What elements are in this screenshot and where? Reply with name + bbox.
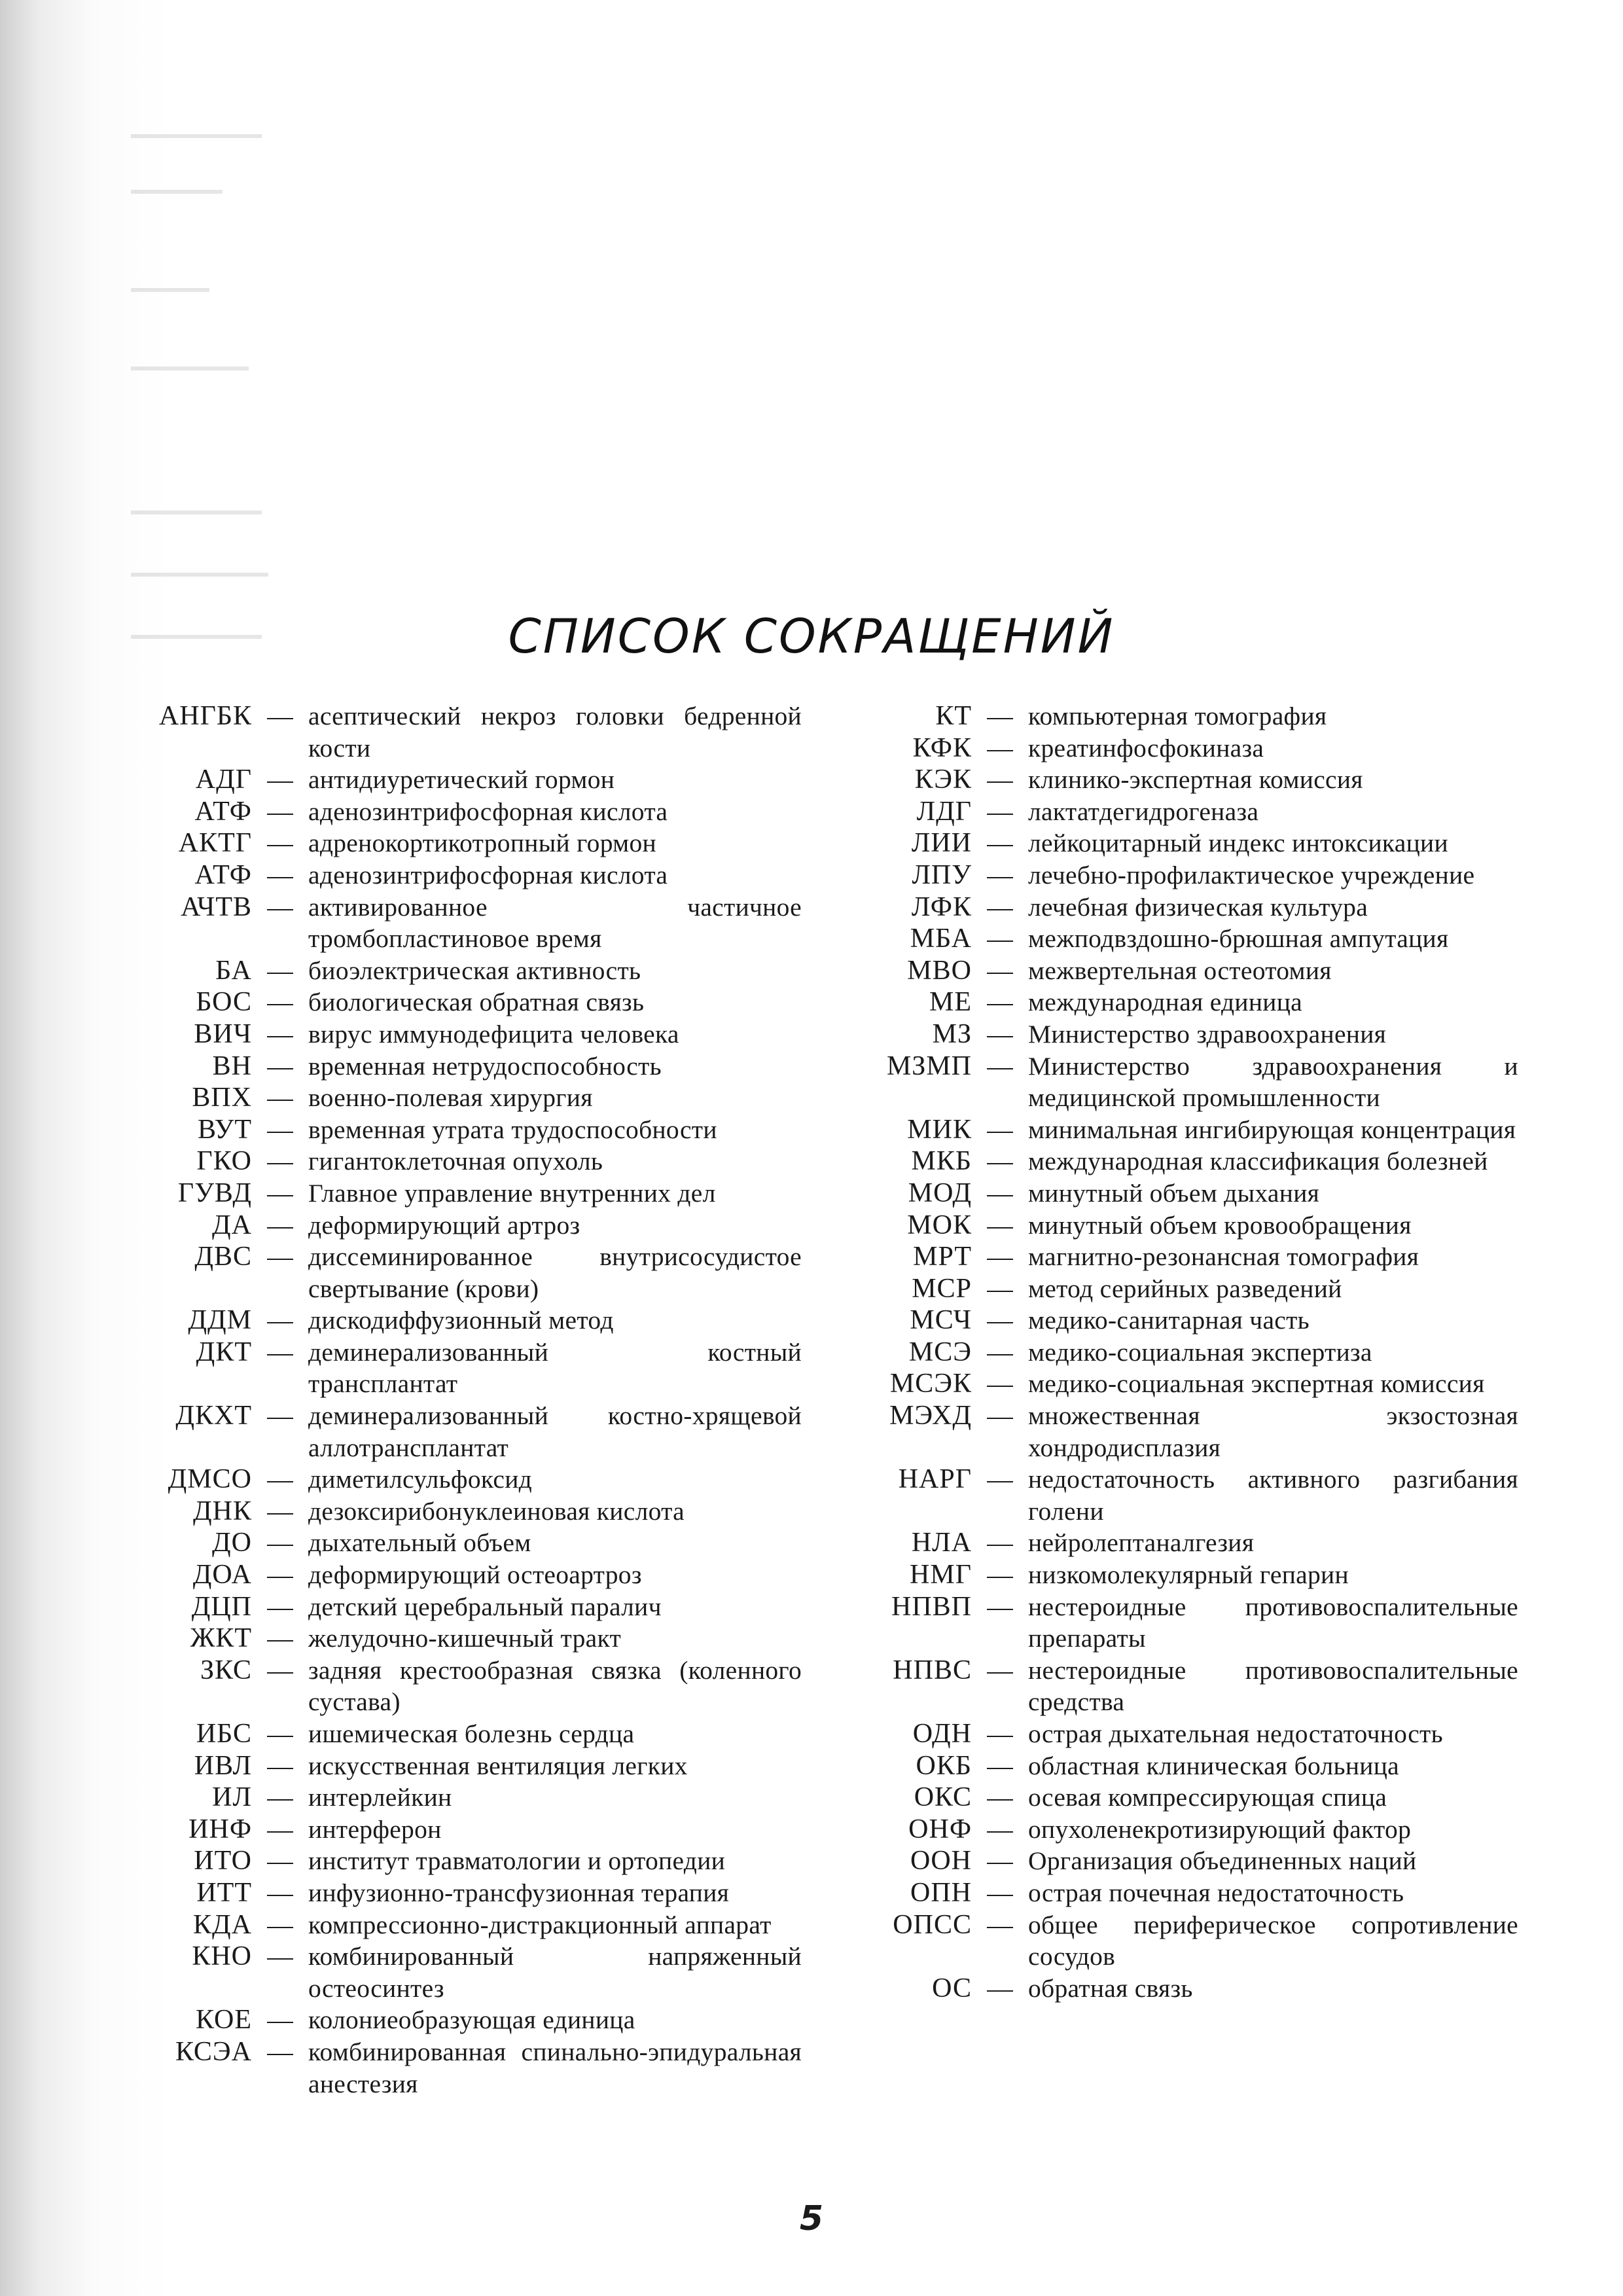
em-dash-separator: —: [987, 797, 1013, 826]
em-dash-separator: —: [987, 1751, 1013, 1780]
abbreviation-entry: [864, 1114, 1518, 1146]
em-dash-separator: —: [267, 1210, 293, 1240]
abbreviation-term: ДМСО: [168, 1464, 252, 1495]
abbreviation-term: КТ: [935, 701, 972, 731]
em-dash-separator: —: [267, 765, 293, 795]
abbreviation-term: ИТТ: [196, 1877, 252, 1908]
em-dash-separator: —: [267, 1115, 293, 1144]
abbreviation-term: НМГ: [910, 1560, 972, 1590]
em-dash-separator: —: [267, 1337, 293, 1367]
abbreviation-term: КОЕ: [196, 2005, 252, 2036]
abbreviation-entry: [141, 986, 802, 1018]
abbreviation-term: ОКС: [914, 1782, 972, 1813]
abbreviation-term: ВУТ: [197, 1114, 252, 1145]
abbreviation-entry: [141, 1941, 802, 2004]
abbreviation-term: ЛИИ: [911, 828, 972, 859]
abbreviation-entry: [864, 1845, 1518, 1877]
abbreviation-term: ВН: [212, 1050, 252, 1081]
em-dash-separator: —: [267, 1942, 293, 1971]
abbreviation-entry: [864, 1304, 1518, 1336]
abbreviation-definition: недостаточность активного разгибания голени: [1028, 1465, 1518, 1526]
abbreviation-definition: острая почечная недостаточность: [1028, 1878, 1404, 1907]
abbreviation-term: ИЛ: [212, 1782, 252, 1813]
em-dash-separator: —: [987, 1051, 1013, 1081]
abbreviation-entry: [141, 1050, 802, 1083]
abbreviation-term: ИБС: [196, 1719, 252, 1749]
em-dash-separator: —: [267, 2037, 293, 2066]
abbreviation-term: ДКТ: [196, 1336, 252, 1367]
em-dash-separator: —: [987, 1719, 1013, 1748]
abbreviation-term: ООН: [910, 1846, 972, 1876]
abbreviation-term: ЛПУ: [912, 859, 972, 890]
abbreviation-term: ВПХ: [192, 1083, 252, 1113]
abbreviation-entry: [864, 796, 1518, 828]
abbreviation-definition: международная единица: [1028, 988, 1303, 1017]
abbreviation-term: ИВЛ: [194, 1750, 252, 1781]
abbreviation-entry: [864, 1527, 1518, 1559]
abbreviation-definition: задняя крестообразная связка (коленного сустава): [308, 1655, 802, 1717]
abbreviation-term: КСЭА: [175, 2036, 252, 2067]
abbreviation-definition: колониеобразующая единица: [308, 2005, 635, 2035]
abbreviation-definition: временная нетрудоспособность: [308, 1051, 662, 1081]
abbreviation-definition: лечебно-профилактическое учреждение: [1028, 860, 1475, 889]
em-dash-separator: —: [987, 860, 1013, 889]
abbreviation-term: НЛА: [911, 1528, 972, 1558]
abbreviation-definition: нестероидные противовоспалительные препараты: [1028, 1592, 1518, 1653]
em-dash-separator: —: [987, 733, 1013, 762]
abbreviation-entry: [141, 1655, 802, 1718]
em-dash-separator: —: [267, 1019, 293, 1049]
page-title: СПИСОК СОКРАЩЕНИЙ: [508, 609, 1115, 664]
abbreviation-term: КЭК: [914, 764, 972, 795]
em-dash-separator: —: [987, 988, 1013, 1017]
abbreviation-definition: институт травматологии и ортопедии: [308, 1846, 726, 1876]
abbreviation-term: КФК: [912, 732, 972, 763]
abbreviation-term: ОПСС: [893, 1909, 972, 1940]
em-dash-separator: —: [267, 1083, 293, 1113]
abbreviation-entry: [141, 1845, 802, 1877]
abbreviation-term: ДНК: [193, 1496, 252, 1526]
abbreviation-term: ГКО: [196, 1146, 252, 1177]
abbreviation-entry: [141, 764, 802, 796]
abbreviation-definition: дискодиффузионный метод: [308, 1306, 614, 1335]
abbreviation-entry: [141, 859, 802, 891]
page-number: 5: [799, 2199, 824, 2238]
abbreviation-entry: [141, 1241, 802, 1304]
em-dash-separator: —: [987, 1401, 1013, 1431]
abbreviation-entry: [864, 1718, 1518, 1750]
em-dash-separator: —: [267, 1528, 293, 1558]
abbreviation-term: ЛФК: [911, 891, 972, 922]
abbreviation-entry: [141, 1400, 802, 1463]
abbreviation-term: МСЭ: [908, 1336, 972, 1367]
abbreviation-definition: магнитно-резонансная томография: [1028, 1242, 1419, 1272]
abbreviation-definition: Министерство здравоохранения и медицинской промышленности: [1028, 1051, 1518, 1113]
em-dash-separator: —: [267, 1178, 293, 1208]
abbreviation-term: МЗМП: [886, 1050, 972, 1081]
abbreviation-entry: [864, 1814, 1518, 1846]
abbreviation-definition: антидиуретический гормон: [308, 765, 615, 795]
abbreviation-entry: [864, 1909, 1518, 1973]
abbreviation-definition: низкомолекулярный гепарин: [1028, 1560, 1349, 1590]
em-dash-separator: —: [267, 1592, 293, 1621]
abbreviation-term: ДЦП: [191, 1591, 252, 1622]
abbreviation-entry: [141, 1718, 802, 1750]
abbreviation-term: АНГБК: [158, 701, 252, 731]
abbreviation-term: ОПН: [910, 1877, 972, 1908]
abbreviation-entry: [864, 923, 1518, 955]
abbreviation-definition: областная клиническая больница: [1028, 1751, 1400, 1780]
abbreviation-term: МСР: [912, 1273, 972, 1304]
abbreviation-entry: [864, 1368, 1518, 1400]
abbreviation-definition: биоэлектрическая активность: [308, 956, 641, 985]
abbreviation-definition: военно-полевая хирургия: [308, 1083, 593, 1113]
abbreviation-term: АКТГ: [178, 828, 252, 859]
em-dash-separator: —: [987, 1783, 1013, 1812]
abbreviation-entry: [864, 1210, 1518, 1242]
abbreviation-entry: [864, 1463, 1518, 1527]
em-dash-separator: —: [987, 1369, 1013, 1399]
abbreviation-entry: [141, 1304, 802, 1336]
abbreviation-term: ГУВД: [177, 1177, 252, 1208]
abbreviation-definition: инфузионно-трансфузионная терапия: [308, 1878, 730, 1907]
abbreviation-entry: [864, 732, 1518, 764]
em-dash-separator: —: [267, 1242, 293, 1272]
abbreviation-definition: нестероидные противовоспалительные средства: [1028, 1655, 1518, 1717]
em-dash-separator: —: [987, 924, 1013, 954]
em-dash-separator: —: [987, 1147, 1013, 1176]
abbreviation-definition: дыхательный объем: [308, 1528, 531, 1558]
abbreviation-definition: комбинированная спинально-эпидуральная анестезия: [308, 2037, 802, 2098]
abbreviation-term: АДГ: [195, 764, 252, 795]
em-dash-separator: —: [987, 765, 1013, 795]
em-dash-separator: —: [267, 1751, 293, 1780]
em-dash-separator: —: [987, 956, 1013, 985]
em-dash-separator: —: [267, 1910, 293, 1939]
abbreviation-term: МОД: [908, 1177, 972, 1208]
abbreviation-entry: [864, 1050, 1518, 1114]
em-dash-separator: —: [267, 797, 293, 826]
abbreviation-term: ДВС: [194, 1242, 252, 1272]
abbreviation-entry: [864, 764, 1518, 796]
abbreviation-entry: [141, 1814, 802, 1846]
em-dash-separator: —: [987, 1115, 1013, 1144]
abbreviation-definition: медико-социальная экспертиза: [1028, 1337, 1372, 1367]
abbreviation-term: ДА: [212, 1210, 252, 1240]
em-dash-separator: —: [267, 1719, 293, 1748]
abbreviation-definition: межвертельная остеотомия: [1028, 956, 1332, 985]
abbreviation-entry: [141, 955, 802, 987]
abbreviation-entry: [141, 700, 802, 764]
abbreviation-entry: [141, 2004, 802, 2036]
abbreviation-definition: острая дыхательная недостаточность: [1028, 1719, 1443, 1748]
em-dash-separator: —: [987, 1973, 1013, 2003]
abbreviation-definition: ишемическая болезнь сердца: [308, 1719, 635, 1748]
abbreviation-definition: международная классификация болезней: [1028, 1147, 1488, 1176]
abbreviation-definition: межподвздошно-брюшная ампутация: [1028, 924, 1449, 954]
abbreviation-term: НПВП: [891, 1591, 972, 1622]
em-dash-separator: —: [987, 1846, 1013, 1876]
abbreviation-definition: Главное управление внутренних дел: [308, 1178, 716, 1208]
abbreviation-definition: интерлейкин: [308, 1783, 452, 1812]
abbreviation-entry: [141, 1877, 802, 1909]
abbreviation-entry: [864, 1877, 1518, 1909]
abbreviation-term: ДДМ: [188, 1305, 252, 1336]
em-dash-separator: —: [987, 1306, 1013, 1335]
abbreviation-term: МЭХД: [889, 1401, 972, 1431]
abbreviation-entry: [864, 891, 1518, 924]
abbreviation-entry: [141, 1909, 802, 1941]
abbreviation-definition: медико-социальная экспертная комиссия: [1028, 1369, 1485, 1399]
abbreviation-term: МОК: [907, 1210, 972, 1240]
abbreviation-term: МИК: [907, 1114, 972, 1145]
em-dash-separator: —: [987, 1814, 1013, 1844]
abbreviation-definition: диссеминированное внутрисосудистое свертывание (крови): [308, 1242, 802, 1303]
abbreviation-definition: креатинфосфокиназа: [1028, 733, 1264, 762]
abbreviation-definition: минимальная ингибирующая концентрация: [1028, 1115, 1516, 1144]
em-dash-separator: —: [987, 1242, 1013, 1272]
abbreviation-list-left: [141, 700, 802, 2100]
abbreviation-definition: деформирующий остеоартроз: [308, 1560, 642, 1590]
abbreviation-entry: [141, 1145, 802, 1177]
abbreviation-term: МЗ: [932, 1018, 972, 1049]
em-dash-separator: —: [267, 829, 293, 858]
abbreviation-entry: [864, 1018, 1518, 1050]
abbreviation-definition: компрессионно-дистракционный аппарат: [308, 1910, 772, 1939]
abbreviation-term: ОНФ: [908, 1814, 972, 1844]
em-dash-separator: —: [267, 1306, 293, 1335]
abbreviation-definition: клинико-экспертная комиссия: [1028, 765, 1363, 795]
abbreviation-entry: [864, 1177, 1518, 1210]
abbreviation-entry: [864, 827, 1518, 859]
abbreviation-entry: [141, 1114, 802, 1146]
em-dash-separator: —: [987, 1560, 1013, 1590]
abbreviation-entry: [864, 986, 1518, 1018]
em-dash-separator: —: [987, 829, 1013, 858]
abbreviation-definition: лечебная физическая культура: [1028, 892, 1368, 922]
em-dash-separator: —: [267, 2005, 293, 2035]
abbreviation-definition: Организация объединенных наций: [1028, 1846, 1417, 1876]
abbreviation-entry: [141, 1559, 802, 1591]
abbreviation-term: НАРГ: [898, 1464, 972, 1495]
abbreviation-definition: деминерализованный костный трансплантат: [308, 1337, 802, 1399]
abbreviation-entry: [141, 1463, 802, 1496]
em-dash-separator: —: [987, 1178, 1013, 1208]
abbreviation-term: МБА: [910, 924, 972, 954]
abbreviation-definition: множественная экзостозная хондродисплазия: [1028, 1401, 1518, 1462]
abbreviation-definition: деформирующий артроз: [308, 1210, 580, 1240]
abbreviation-entry: [141, 1082, 802, 1114]
em-dash-separator: —: [987, 1465, 1013, 1494]
em-dash-separator: —: [267, 988, 293, 1017]
abbreviation-term: НПВС: [893, 1655, 972, 1685]
abbreviation-term: БОС: [196, 987, 252, 1018]
abbreviation-term: ОКБ: [916, 1750, 972, 1781]
abbreviation-definition: временная утрата трудоспособности: [308, 1115, 717, 1144]
abbreviation-term: КНО: [192, 1941, 252, 1972]
em-dash-separator: —: [267, 1814, 293, 1844]
em-dash-separator: —: [267, 892, 293, 922]
abbreviation-definition: обратная связь: [1028, 1973, 1193, 2003]
em-dash-separator: —: [267, 1051, 293, 1081]
abbreviation-entry: [141, 1018, 802, 1050]
abbreviation-definition: аденозинтрифосфорная кислота: [308, 797, 668, 826]
abbreviation-entry: [141, 2036, 802, 2100]
abbreviation-definition: активированное частичное тромбопластиновое время: [308, 892, 802, 954]
abbreviation-term: БА: [215, 955, 252, 986]
abbreviation-entry: [141, 1496, 802, 1528]
abbreviation-term: МКБ: [911, 1146, 972, 1177]
em-dash-separator: —: [987, 1910, 1013, 1939]
em-dash-separator: —: [987, 1337, 1013, 1367]
em-dash-separator: —: [267, 702, 293, 730]
abbreviation-term: МВО: [907, 955, 972, 986]
abbreviation-list-right: [864, 700, 1518, 2004]
em-dash-separator: —: [267, 1878, 293, 1907]
abbreviation-entry: [141, 827, 802, 859]
em-dash-separator: —: [267, 956, 293, 985]
abbreviation-entry: [864, 1273, 1518, 1305]
abbreviation-definition: деминерализованный костно-хрящевой аллотрансплантат: [308, 1401, 802, 1462]
em-dash-separator: —: [267, 860, 293, 889]
abbreviation-term: МСЭК: [889, 1369, 972, 1399]
abbreviation-term: ИНФ: [188, 1814, 252, 1844]
abbreviation-entry: [141, 1782, 802, 1814]
abbreviation-term: ДОА: [192, 1560, 252, 1590]
abbreviation-entry: [864, 1782, 1518, 1814]
abbreviation-term: ЛДГ: [916, 796, 972, 827]
abbreviation-term: АЧТВ: [181, 891, 252, 922]
abbreviation-entry: [864, 1973, 1518, 2005]
abbreviation-definition: компьютерная томография: [1028, 702, 1327, 730]
abbreviation-entry: [864, 1241, 1518, 1273]
abbreviation-definition: метод серийных разведений: [1028, 1274, 1342, 1303]
abbreviation-definition: общее периферическое сопротивление сосудов: [1028, 1910, 1518, 1971]
abbreviation-definition: диметилсульфоксид: [308, 1465, 533, 1494]
abbreviation-definition: комбинированный напряженный остеосинтез: [308, 1942, 802, 2003]
em-dash-separator: —: [267, 1560, 293, 1590]
abbreviation-entry: [141, 796, 802, 828]
abbreviation-definition: интерферон: [308, 1814, 442, 1844]
em-dash-separator: —: [267, 1783, 293, 1812]
abbreviation-definition: гигантоклеточная опухоль: [308, 1147, 603, 1176]
abbreviation-term: ДО: [212, 1528, 252, 1558]
abbreviation-term: МЕ: [929, 987, 972, 1018]
abbreviation-term: АТФ: [194, 796, 252, 827]
abbreviation-definition: Министерство здравоохранения: [1028, 1019, 1387, 1049]
abbreviation-entry: [864, 1750, 1518, 1782]
em-dash-separator: —: [267, 1846, 293, 1876]
em-dash-separator: —: [987, 1878, 1013, 1907]
abbreviation-definition: биологическая обратная связь: [308, 988, 645, 1017]
abbreviation-definition: нейролептаналгезия: [1028, 1528, 1255, 1558]
abbreviation-definition: минутный объем кровообращения: [1028, 1210, 1412, 1240]
abbreviation-term: МРТ: [913, 1242, 972, 1272]
abbreviation-definition: адренокортикотропный гормон: [308, 829, 656, 858]
em-dash-separator: —: [987, 1655, 1013, 1685]
em-dash-separator: —: [987, 1592, 1013, 1621]
abbreviation-entry: [141, 1591, 802, 1623]
abbreviation-entry: [864, 1336, 1518, 1369]
abbreviation-entry: [141, 1527, 802, 1559]
em-dash-separator: —: [987, 1274, 1013, 1303]
abbreviation-entry: [864, 700, 1518, 732]
abbreviation-entry: [864, 1655, 1518, 1718]
em-dash-separator: —: [987, 1210, 1013, 1240]
abbreviation-term: ИТО: [194, 1846, 252, 1876]
em-dash-separator: —: [267, 1655, 293, 1685]
abbreviation-entry: [864, 955, 1518, 987]
abbreviation-definition: минутный объем дыхания: [1028, 1178, 1320, 1208]
abbreviation-entry: [141, 1210, 802, 1242]
abbreviation-definition: медико-санитарная часть: [1028, 1306, 1310, 1335]
abbreviation-term: ОС: [932, 1973, 972, 2003]
em-dash-separator: —: [267, 1401, 293, 1431]
abbreviation-entry: [864, 1591, 1518, 1655]
abbreviation-definition: осевая компрессирующая спица: [1028, 1783, 1387, 1812]
bleed-through-marks: [131, 0, 275, 655]
abbreviation-definition: опухоленекротизирующий фактор: [1028, 1814, 1412, 1844]
em-dash-separator: —: [987, 1528, 1013, 1558]
em-dash-separator: —: [987, 892, 1013, 922]
em-dash-separator: —: [267, 1465, 293, 1494]
abbreviation-definition: искусственная вентиляция легких: [308, 1751, 688, 1780]
abbreviation-term: АТФ: [194, 859, 252, 890]
abbreviation-entry: [864, 1145, 1518, 1177]
em-dash-separator: —: [267, 1496, 293, 1526]
abbreviation-term: ЖКТ: [190, 1623, 252, 1654]
abbreviation-entry: [141, 1336, 802, 1400]
abbreviation-entry: [864, 1400, 1518, 1463]
abbreviation-term: ЗКС: [200, 1655, 252, 1685]
abbreviation-term: МСЧ: [910, 1305, 972, 1336]
em-dash-separator: —: [267, 1624, 293, 1653]
abbreviation-entry: [141, 1623, 802, 1655]
abbreviation-term: КДА: [193, 1909, 252, 1940]
abbreviation-term: ВИЧ: [194, 1018, 252, 1049]
abbreviation-definition: аденозинтрифосфорная кислота: [308, 860, 668, 889]
abbreviation-definition: лейкоцитарный индекс интоксикации: [1028, 829, 1448, 858]
abbreviation-definition: асептический некроз головки бедренной кости: [308, 702, 802, 762]
abbreviation-term: ОДН: [912, 1719, 972, 1749]
abbreviation-definition: желудочно-кишечный тракт: [308, 1624, 622, 1653]
abbreviation-entry: [141, 1750, 802, 1782]
em-dash-separator: —: [267, 1147, 293, 1176]
abbreviation-entry: [141, 1177, 802, 1210]
abbreviation-definition: лактатдегидрогеназа: [1028, 797, 1259, 826]
em-dash-separator: —: [987, 702, 1013, 730]
abbreviation-definition: детский церебральный паралич: [308, 1592, 662, 1621]
abbreviation-entry: [864, 859, 1518, 891]
abbreviation-definition: дезоксирибонуклеиновая кислота: [308, 1496, 685, 1526]
abbreviation-term: ДКХТ: [175, 1401, 252, 1431]
abbreviation-entry: [864, 1559, 1518, 1591]
abbreviation-entry: [141, 891, 802, 955]
abbreviation-definition: вирус иммунодефицита человека: [308, 1019, 679, 1049]
em-dash-separator: —: [987, 1019, 1013, 1049]
